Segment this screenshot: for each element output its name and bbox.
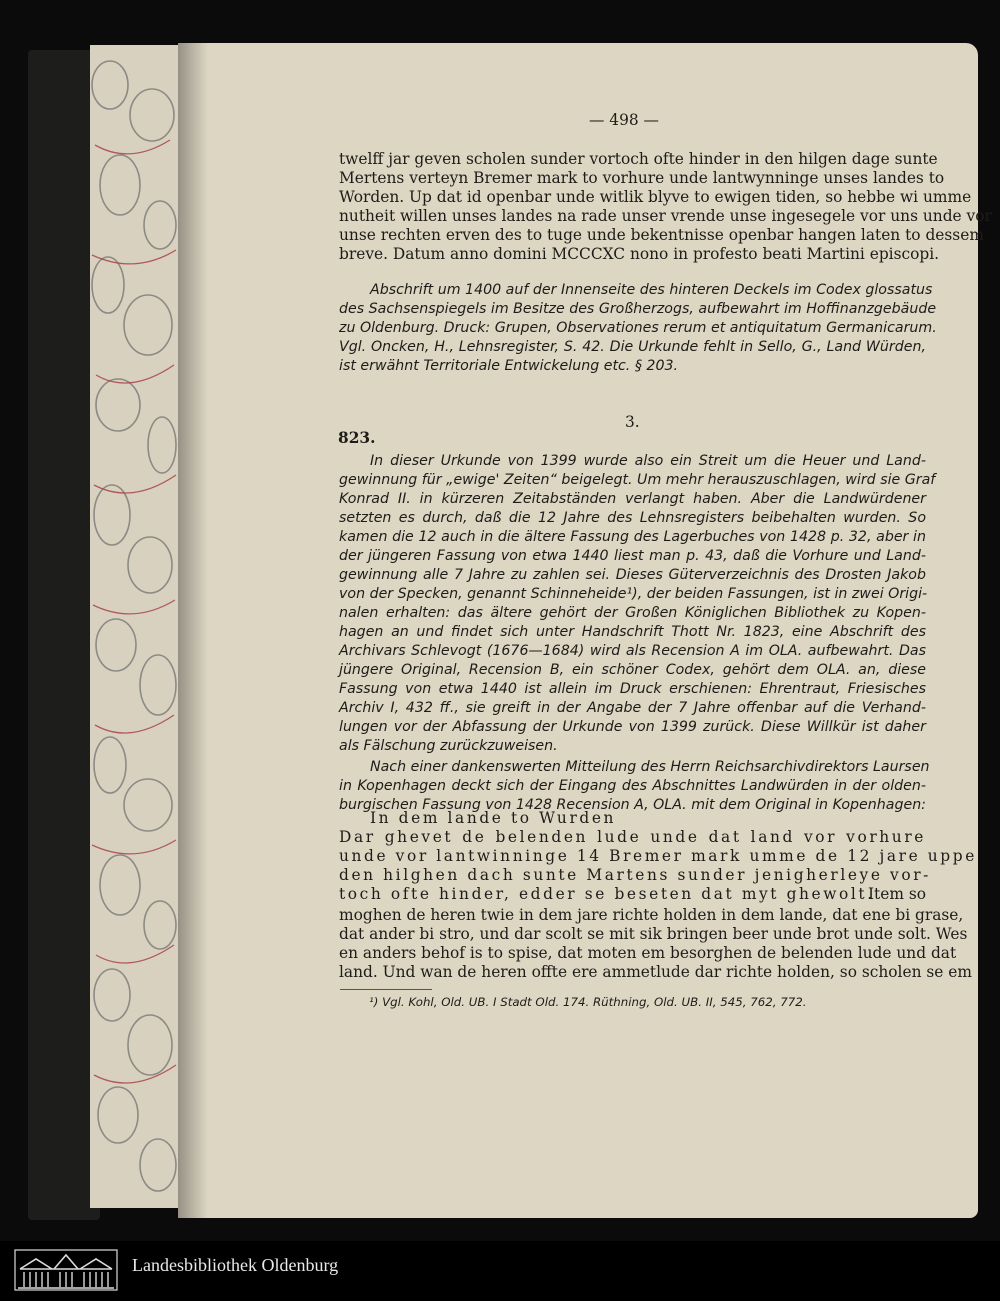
footnote: ¹) Vgl. Kohl, Old. UB. I Stadt Old. 174. Rüthning, Old. UB. II, 545, 762, 772. [369,995,807,1009]
library-name: Landesbibliothek Oldenburg [132,1255,339,1275]
quote-spaced-line: Dar ghevet de belenden lude unde dat land vor vorhure [339,828,926,846]
source-note-line: Vgl. Oncken, H., Lehnsregister, S. 42. Die Urkunde fehlt in Sello, G., Land Würden, [339,339,926,355]
charter-line: Worden. Up dat id openbar unde witlik blyve to ewigen tiden, so hebbe wi umme [339,188,972,206]
charter-line: nutheit willen unses landes na rade unser vrende unse ingesegele vor uns unde vor [339,207,992,225]
page-gutter-shadow [178,43,208,1218]
quote-line: moghen de heren twie in dem jare richte holden in dem lande, dat ene bi grase, [339,906,964,924]
marbled-pattern [90,45,178,1208]
commentary-line: von der Specken, genannt Schinneheide¹), der beiden Fassungen, ist in zwei Origi- [339,586,928,602]
commentary-line: setzten es durch, daß die 12 Jahre des Lehnsregisters beibehalten wurden. So [339,510,926,526]
footnote-rule [340,989,432,990]
commentary-line: Fassung von etwa 1440 ist allein im Druck erschienen: Ehrentraut, Friesisches [339,681,926,697]
charter-line: breve. Datum anno domini MCCCXC nono in profesto beati Martini episcopi. [339,245,940,263]
archive-note-line: Nach einer dankenswerten Mitteilung des Herrn Reichsarchivdirektors Laursen [370,759,930,775]
library-building-logo-icon [14,1249,118,1291]
commentary-line: kamen die 12 auch in die ältere Fassung des Lagerbuches von 1428 p. 32, aber in [339,529,926,545]
commentary-line: hagen an und findet sich unter Handschrift Thott Nr. 1823, eine Abschrift des [339,624,926,640]
source-note-line: ist erwähnt Territoriale Entwickelung etc. § 203. [339,358,679,374]
commentary-line: lungen vor der Abfassung der Urkunde von 1399 zurück. Diese Willkür ist daher [339,719,926,735]
quote-spaced-line: den hilghen dach sunte Martens sunder jenigherleye vor- [339,866,931,884]
charter-line: twelff jar geven scholen sunder vortoch ofte hinder in den hilgen dage sunte [339,150,938,168]
quote-spaced-segment: toch ofte hinder, edder se beseten dat myt ghewolt. [339,885,875,903]
commentary-line: Archivars Schlevogt (1676—1684) wird als Recension A im OLA. aufbewahrt. Das [339,643,926,659]
commentary-line: In dieser Urkunde von 1399 wurde also ein Streit um die Heuer und Land- [370,453,926,469]
quote-line: dat ander bi stro, und dar scolt se mit sik bringen beer unde brot unde solt. Wes [339,925,968,943]
source-note-line: Abschrift um 1400 auf der Innenseite des hinteren Deckels im Codex glossatus [370,282,933,298]
commentary-line: Konrad II. in kürzeren Zeitabständen verlangt haben. Aber die Landwürdener [339,491,926,507]
section-number: 3. [625,413,640,431]
quote-spaced-line: unde vor lantwinninge 14 Bremer mark umme de 12 jare uppe [339,847,977,865]
source-note-line: des Sachsenspiegels im Besitze des Großherzogs, aufbewahrt im Hoffinanzgebäude [339,301,937,317]
marbled-page-edges [90,45,178,1208]
commentary-line: gewinnung für „ewige' Zeiten“ beigelegt. Um mehr herauszuschlagen, wird sie Graf [339,472,936,488]
page-number: — 498 — [589,111,659,129]
quote-mixed-line [339,885,926,903]
archive-note-line: in Kopenhagen deckt sich der Eingang des Abschnittes Landwürden in der olden- [339,778,926,794]
commentary-line: jüngere Original, Recension B, ein schöner Codex, gehört dem OLA. an, diese [339,662,926,678]
commentary-line: als Fälschung zurückzuweisen. [339,738,558,754]
commentary-line: nalen erhalten: das ältere gehört der Großen Königlichen Bibliothek zu Kopen- [339,605,926,621]
quote-line: en anders behof is to spise, dat moten em besorghen de belenden lude und dat [339,944,957,962]
margin-number: 823. [338,429,376,447]
quote-line: land. Und wan de heren offte ere ammetlude dar richte holden, so scholen se em [339,963,972,981]
charter-line: Mertens verteyn Bremer mark to vorhure unde lantwynninge unses landes to [339,169,945,187]
archive-note-line: burgischen Fassung von 1428 Recension A, OLA. mit dem Original in Kopenhagen: [339,797,926,813]
library-banner [0,1241,1000,1301]
quote-heading: In dem lande to Wurden [370,809,617,827]
source-note-line: zu Oldenburg. Druck: Grupen, Observationes rerum et antiquitatum Germanicarum. [339,320,937,336]
commentary-line: gewinnung alle 7 Jahre zu zahlen sei. Dieses Güterverzeichnis des Drosten Jakob [339,567,926,583]
commentary-line: Archiv I, 432 ff., sie greift in der Angabe der 7 Jahre offenbar auf die Verhand- [339,700,926,716]
quote-normal-segment: Item so [867,885,926,903]
charter-line: unse rechten erven des to tuge unde bekentnisse openbar hangen laten to dessem [339,226,984,244]
commentary-line: der jüngeren Fassung von etwa 1440 liest man p. 43, daß die Vorhure und Land- [339,548,926,564]
